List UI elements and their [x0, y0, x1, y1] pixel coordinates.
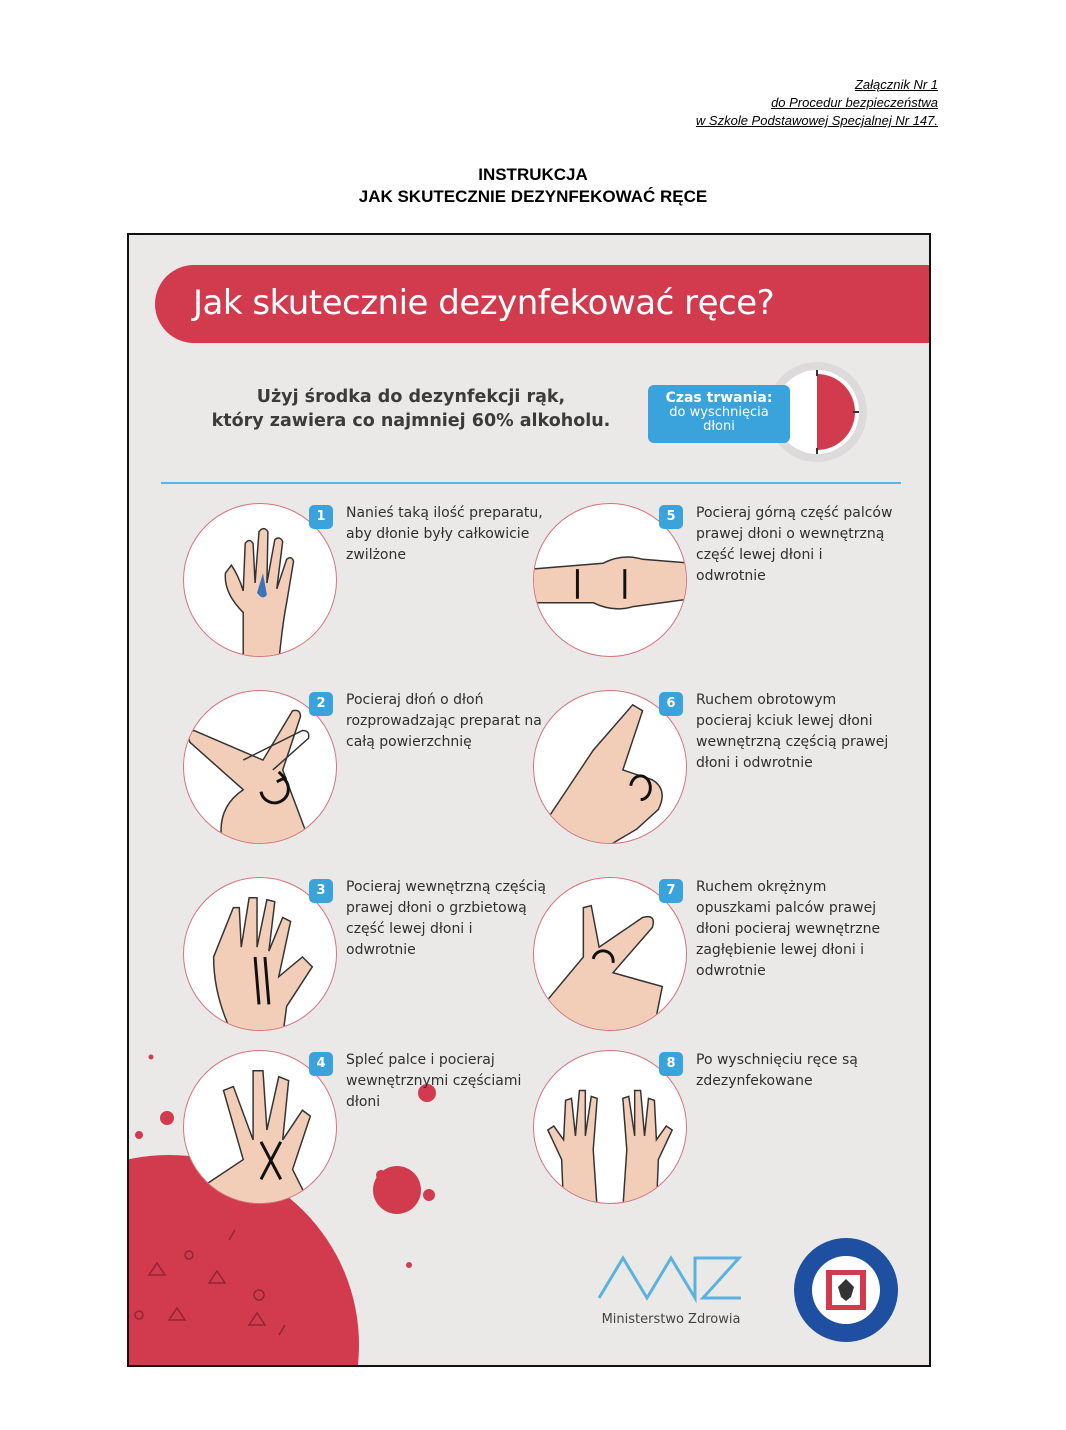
step-1-number: 1 — [309, 505, 333, 529]
intro-text — [191, 385, 631, 433]
step-2-text: Pocieraj dłoń o dłoń rozprowadzając preparat na całą powierzchnię — [346, 692, 542, 750]
step-4 — [183, 1050, 553, 1210]
step-7-number: 7 — [659, 879, 683, 903]
step-8-text: Po wyschnięciu ręce są zdezynfekowane — [696, 1052, 858, 1089]
annex-line-2: do Procedur bezpieczeństwa — [771, 95, 938, 110]
step-3-text: Pocieraj wewnętrzną częścią prawej dłoni o grzbietową część lewej dłoni i odwrotnie — [346, 879, 546, 958]
poster — [127, 233, 931, 1367]
ministry-name: Ministerstwo Zdrowia — [601, 1312, 741, 1327]
step-8-number: 8 — [659, 1052, 683, 1076]
step-3 — [183, 877, 553, 1037]
step-1-text: Nanieś taką ilość preparatu, aby dłonie były całkowicie zwilżone — [346, 505, 543, 563]
document-title — [0, 164, 1066, 208]
banner-title: Jak skutecznie dezynfekować ręce? — [193, 283, 775, 323]
step-7-text: Ruchem okrężnym opuszkami palców prawej dłoni pocieraj wewnętrzne zagłębienie lewej dłoni i odwrotnie — [696, 879, 881, 979]
intro-line-1: Użyj środka do dezynfekcji rąk, — [256, 387, 566, 407]
divider — [161, 482, 901, 484]
step-3-number: 3 — [309, 879, 333, 903]
step-6-text: Ruchem obrotowym pocieraj kciuk lewej dłoni wewnętrzną częścią prawej dłoni i odwrotnie — [696, 692, 889, 771]
document-title-line-2: JAK SKUTECZNIE DEZYNFEKOWAĆ RĘCE — [358, 187, 708, 206]
annex-line-3: w Szkole Podstawowej Specjalnej Nr 147. — [695, 113, 938, 128]
duration-label: Czas trwania: — [665, 390, 773, 406]
document-title-line-1: INSTRUKCJA — [478, 165, 588, 184]
ministry-mark-icon — [591, 1250, 751, 1306]
sanitary-inspection-seal — [793, 1237, 899, 1343]
step-2-number: 2 — [309, 692, 333, 716]
step-1 — [183, 503, 553, 663]
step-6 — [533, 690, 903, 850]
ministry-logo — [591, 1250, 751, 1340]
duration-value-line-1: do wyschnięcia — [669, 405, 769, 420]
step-4-text: Spleć palce i pocieraj wewnętrznymi częściami dłoni — [346, 1052, 522, 1110]
seal-icon — [793, 1237, 899, 1343]
step-4-number: 4 — [309, 1052, 333, 1076]
duration-value-line-2: dłoni — [703, 419, 735, 434]
duration-badge — [648, 385, 790, 443]
annex-header — [696, 76, 938, 130]
step-2 — [183, 690, 553, 850]
step-5-number: 5 — [659, 505, 683, 529]
step-6-number: 6 — [659, 692, 683, 716]
title-banner — [155, 265, 931, 343]
step-8 — [533, 1050, 903, 1210]
intro-line-2: który zawiera co najmniej 60% alkoholu. — [211, 411, 611, 431]
annex-line-1: Załącznik Nr 1 — [854, 77, 938, 92]
step-7 — [533, 877, 903, 1037]
step-5-text: Pocieraj górną część palców prawej dłoni o wewnętrzną część lewej dłoni i odwrotnie — [696, 505, 893, 584]
step-5 — [533, 503, 903, 663]
